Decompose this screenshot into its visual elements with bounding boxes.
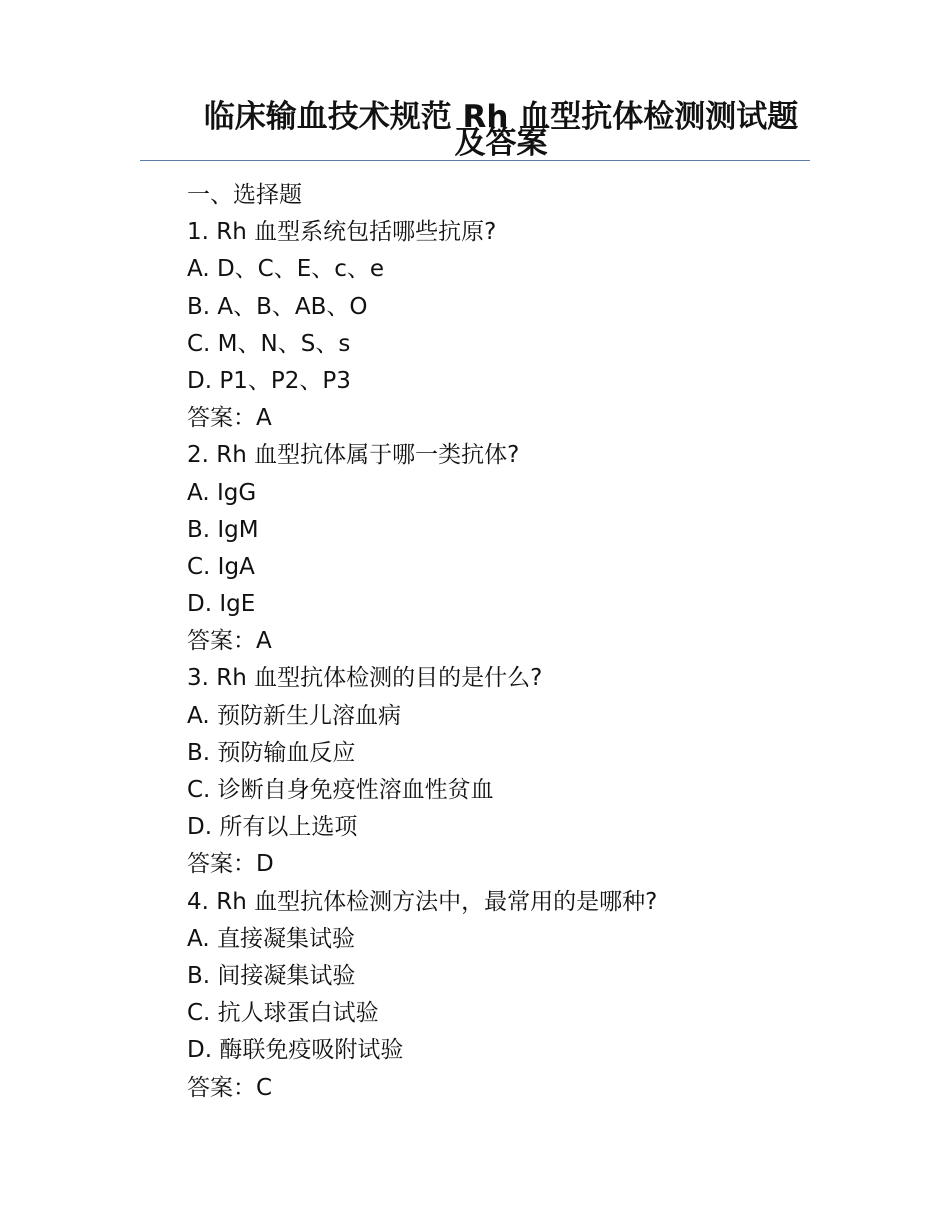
question-block <box>187 437 827 660</box>
option-d: D. 所有以上选项 <box>187 814 358 841</box>
document-body <box>187 177 827 1107</box>
question-text: 1. Rh 血型系统包括哪些抗原? <box>187 219 497 246</box>
option-c: C. IgA <box>187 553 255 580</box>
option-a: A. IgG <box>187 479 257 506</box>
answer-text: 答案：C <box>187 1074 273 1101</box>
question-block <box>187 884 827 1107</box>
option-a: A. 直接凝集试验 <box>187 925 355 952</box>
answer-text: 答案：A <box>187 405 272 432</box>
option-b: B. 预防输血反应 <box>187 739 356 766</box>
answer-text: 答案：D <box>187 851 274 878</box>
document-title: 临床输血技术规范 Rh 血型抗体检测测试题及答案 <box>203 99 799 161</box>
option-b: B. 间接凝集试验 <box>187 962 356 989</box>
option-a: A. 预防新生儿溶血病 <box>187 702 401 729</box>
title-block <box>140 99 810 161</box>
option-d: D. P1、P2、P3 <box>187 367 351 394</box>
option-d: D. IgE <box>187 591 256 618</box>
option-a: A. D、C、E、c、e <box>187 256 385 283</box>
question-text: 3. Rh 血型抗体检测的目的是什么? <box>187 665 543 692</box>
answer-text: 答案：A <box>187 628 272 655</box>
question-text: 4. Rh 血型抗体检测方法中，最常用的是哪种? <box>187 888 658 915</box>
question-text: 2. Rh 血型抗体属于哪一类抗体? <box>187 442 520 469</box>
question-block <box>187 214 827 437</box>
title-underline <box>140 160 810 161</box>
section-heading: 一、选择题 <box>187 182 302 208</box>
option-c: C. M、N、S、s <box>187 330 351 357</box>
option-c: C. 抗人球蛋白试验 <box>187 1000 379 1027</box>
option-b: B. A、B、AB、O <box>187 293 368 320</box>
option-d: D. 酶联免疫吸附试验 <box>187 1037 404 1064</box>
option-c: C. 诊断自身免疫性溶血性贫血 <box>187 777 494 803</box>
option-b: B. IgM <box>187 516 259 543</box>
question-block <box>187 660 827 883</box>
